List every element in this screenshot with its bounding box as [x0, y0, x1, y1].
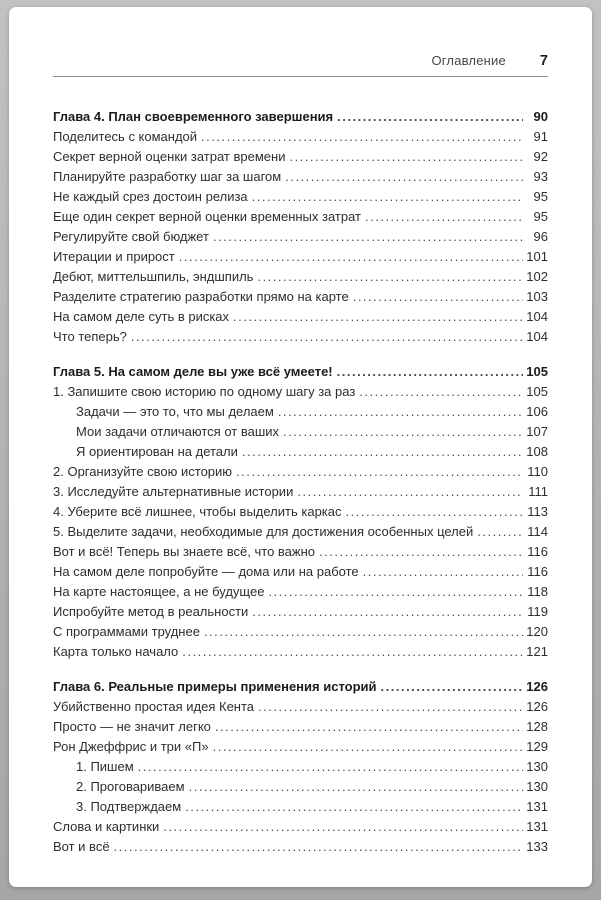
toc-entry [53, 247, 548, 267]
toc-entry-label: На самом деле суть в рисках [53, 309, 230, 324]
toc-entry-label: Слова и картинки [53, 819, 160, 834]
toc-entry-label: Глава 4. План своевременного завершения [53, 109, 334, 124]
toc-entry [53, 837, 548, 857]
toc-entry-label: 2. Организуйте свою историю [53, 464, 233, 479]
toc-entry-label: Регулируйте свой бюджет [53, 229, 209, 244]
header-title: Оглавление [431, 53, 506, 68]
toc-entry-page: 131 [526, 819, 548, 834]
toc-entry-page: 106 [526, 404, 548, 419]
toc-entry-page: 95 [533, 189, 548, 204]
toc-entry-page: 121 [526, 644, 548, 659]
dot-leader [236, 462, 523, 482]
toc-entry-label: 1. Пишем [76, 759, 134, 774]
toc-entry-page: 92 [533, 149, 548, 164]
toc-entry [53, 207, 548, 227]
toc-entry [53, 127, 548, 147]
toc-entry-page: 131 [526, 799, 548, 814]
toc-entry-label: Карта только начало [53, 644, 179, 659]
toc-entry-page: 90 [533, 109, 548, 124]
toc-entry-page: 126 [526, 679, 548, 694]
toc-list [53, 107, 548, 857]
toc-entry-label: С программами труднее [53, 624, 200, 639]
dot-leader [163, 817, 523, 837]
toc-entry-label: Задачи — это то, что мы делаем [76, 404, 274, 419]
page-content [9, 53, 592, 857]
toc-entry-page: 118 [527, 584, 548, 599]
toc-entry-page: 116 [527, 564, 548, 579]
header-rule [53, 76, 548, 77]
toc-entry-label: Рон Джеффрис и три «П» [53, 739, 209, 754]
toc-entry-label: Просто — не значит легко [53, 719, 211, 734]
dot-leader [185, 797, 523, 817]
dot-leader [179, 247, 523, 267]
toc-entry [53, 622, 548, 642]
toc-entry-page: 116 [527, 544, 548, 559]
toc-entry [53, 677, 548, 697]
dot-leader [319, 542, 523, 562]
toc-entry [53, 542, 548, 562]
toc-entry-label: 3. Подтверждаем [76, 799, 182, 814]
toc-entry-page: 128 [526, 719, 548, 734]
dot-leader [297, 482, 523, 502]
toc-entry-page: 133 [526, 839, 548, 854]
toc-entry-page: 104 [526, 329, 548, 344]
dot-leader [346, 502, 523, 522]
dot-leader [353, 287, 523, 307]
toc-entry-label: 1. Запишите свою историю по одному шагу за раз [53, 384, 356, 399]
dot-leader [138, 757, 523, 777]
toc-entry-page: 105 [526, 364, 548, 379]
dot-leader [278, 402, 523, 422]
toc-entry-page: 96 [533, 229, 548, 244]
toc-entry-label: Испробуйте метод в реальности [53, 604, 249, 619]
toc-entry-page: 130 [526, 759, 548, 774]
toc-entry-label: Что теперь? [53, 329, 127, 344]
toc-entry [53, 327, 548, 347]
toc-entry [53, 522, 548, 542]
toc-entry-label: 2. Проговариваем [76, 779, 185, 794]
toc-entry-label: 3. Исследуйте альтернативные истории [53, 484, 294, 499]
dot-leader [477, 522, 523, 542]
toc-entry-page: 111 [528, 484, 548, 499]
toc-entry-page: 110 [527, 464, 548, 479]
toc-entry-page: 114 [527, 524, 548, 539]
page-header [53, 53, 548, 69]
toc-entry-page: 91 [533, 129, 548, 144]
toc-entry [53, 717, 548, 737]
toc-entry [53, 737, 548, 757]
toc-entry [53, 602, 548, 622]
toc-entry [53, 267, 548, 287]
dot-leader [204, 622, 523, 642]
toc-entry-label: Планируйте разработку шаг за шагом [53, 169, 282, 184]
toc-entry-label: Убийственно простая идея Кента [53, 699, 255, 714]
toc-entry-label: Глава 6. Реальные примеры применения историй [53, 679, 377, 694]
dot-leader [213, 227, 523, 247]
toc-entry [53, 187, 548, 207]
toc-entry [53, 442, 548, 462]
dot-leader [189, 777, 523, 797]
toc-entry-label: Глава 5. На самом деле вы уже всё умеете! [53, 364, 333, 379]
dot-leader [215, 717, 523, 737]
dot-leader [359, 382, 523, 402]
header-page-number: 7 [539, 53, 548, 69]
toc-entry-label: Разделите стратегию разработки прямо на карте [53, 289, 349, 304]
toc-entry-page: 113 [527, 504, 548, 519]
toc-entry [53, 167, 548, 187]
toc-entry-label: Вот и всё [53, 839, 110, 854]
toc-entry-label: 4. Уберите всё лишнее, чтобы выделить каркас [53, 504, 342, 519]
toc-entry [53, 422, 548, 442]
toc-entry [53, 777, 548, 797]
toc-entry [53, 642, 548, 662]
toc-entry-page: 130 [526, 779, 548, 794]
toc-entry-page: 119 [527, 604, 548, 619]
toc-entry-label: Секрет верной оценки затрат времени [53, 149, 286, 164]
toc-entry [53, 502, 548, 522]
toc-entry [53, 582, 548, 602]
toc-entry [53, 362, 548, 382]
dot-leader [233, 307, 523, 327]
toc-entry [53, 562, 548, 582]
toc-entry-page: 129 [526, 739, 548, 754]
toc-entry [53, 697, 548, 717]
toc-entry [53, 287, 548, 307]
toc-entry-label: Дебют, миттельшпиль, эндшпиль [53, 269, 254, 284]
dot-leader [337, 362, 523, 382]
dot-leader [381, 677, 523, 697]
toc-entry-label: Итерации и прирост [53, 249, 175, 264]
dot-leader [252, 602, 523, 622]
toc-entry [53, 462, 548, 482]
toc-entry-page: 93 [533, 169, 548, 184]
toc-entry-label: Поделитесь с командой [53, 129, 198, 144]
toc-entry-page: 105 [526, 384, 548, 399]
toc-entry-page: 126 [526, 699, 548, 714]
toc-entry [53, 107, 548, 127]
dot-leader [201, 127, 523, 147]
dot-leader [257, 267, 523, 287]
toc-entry [53, 402, 548, 422]
dot-leader [283, 422, 523, 442]
toc-entry-label: На самом деле попробуйте — дома или на работе [53, 564, 359, 579]
toc-entry [53, 147, 548, 167]
toc-entry [53, 797, 548, 817]
toc-entry-page: 104 [526, 309, 548, 324]
dot-leader [114, 837, 523, 857]
toc-entry-page: 103 [526, 289, 548, 304]
toc-entry-label: Вот и всё! Теперь вы знаете всё, что важно [53, 544, 316, 559]
toc-entry-page: 120 [526, 624, 548, 639]
toc-entry-page: 95 [533, 209, 548, 224]
dot-leader [252, 187, 523, 207]
toc-entry-label: Я ориентирован на детали [76, 444, 238, 459]
dot-leader [337, 107, 523, 127]
toc-entry-label: Еще один секрет верной оценки временных затрат [53, 209, 361, 224]
toc-entry-page: 101 [526, 249, 548, 264]
dot-leader [213, 737, 523, 757]
dot-leader [268, 582, 523, 602]
toc-entry [53, 382, 548, 402]
toc-entry [53, 757, 548, 777]
dot-leader [285, 167, 523, 187]
dot-leader [258, 697, 523, 717]
dot-leader [182, 642, 523, 662]
dot-leader [289, 147, 523, 167]
dot-leader [131, 327, 523, 347]
dot-leader [365, 207, 523, 227]
toc-entry-page: 108 [526, 444, 548, 459]
toc-entry [53, 307, 548, 327]
toc-entry-label: На карте настоящее, а не будущее [53, 584, 265, 599]
toc-entry-label: Не каждый срез достоин релиза [53, 189, 248, 204]
toc-entry [53, 227, 548, 247]
toc-entry-label: Мои задачи отличаются от ваших [76, 424, 280, 439]
book-page [9, 7, 592, 887]
toc-entry [53, 482, 548, 502]
toc-entry [53, 817, 548, 837]
dot-leader [363, 562, 523, 582]
dot-leader [242, 442, 523, 462]
toc-entry-label: 5. Выделите задачи, необходимые для достижения особенных целей [53, 524, 474, 539]
toc-entry-page: 102 [526, 269, 548, 284]
toc-entry-page: 107 [526, 424, 548, 439]
